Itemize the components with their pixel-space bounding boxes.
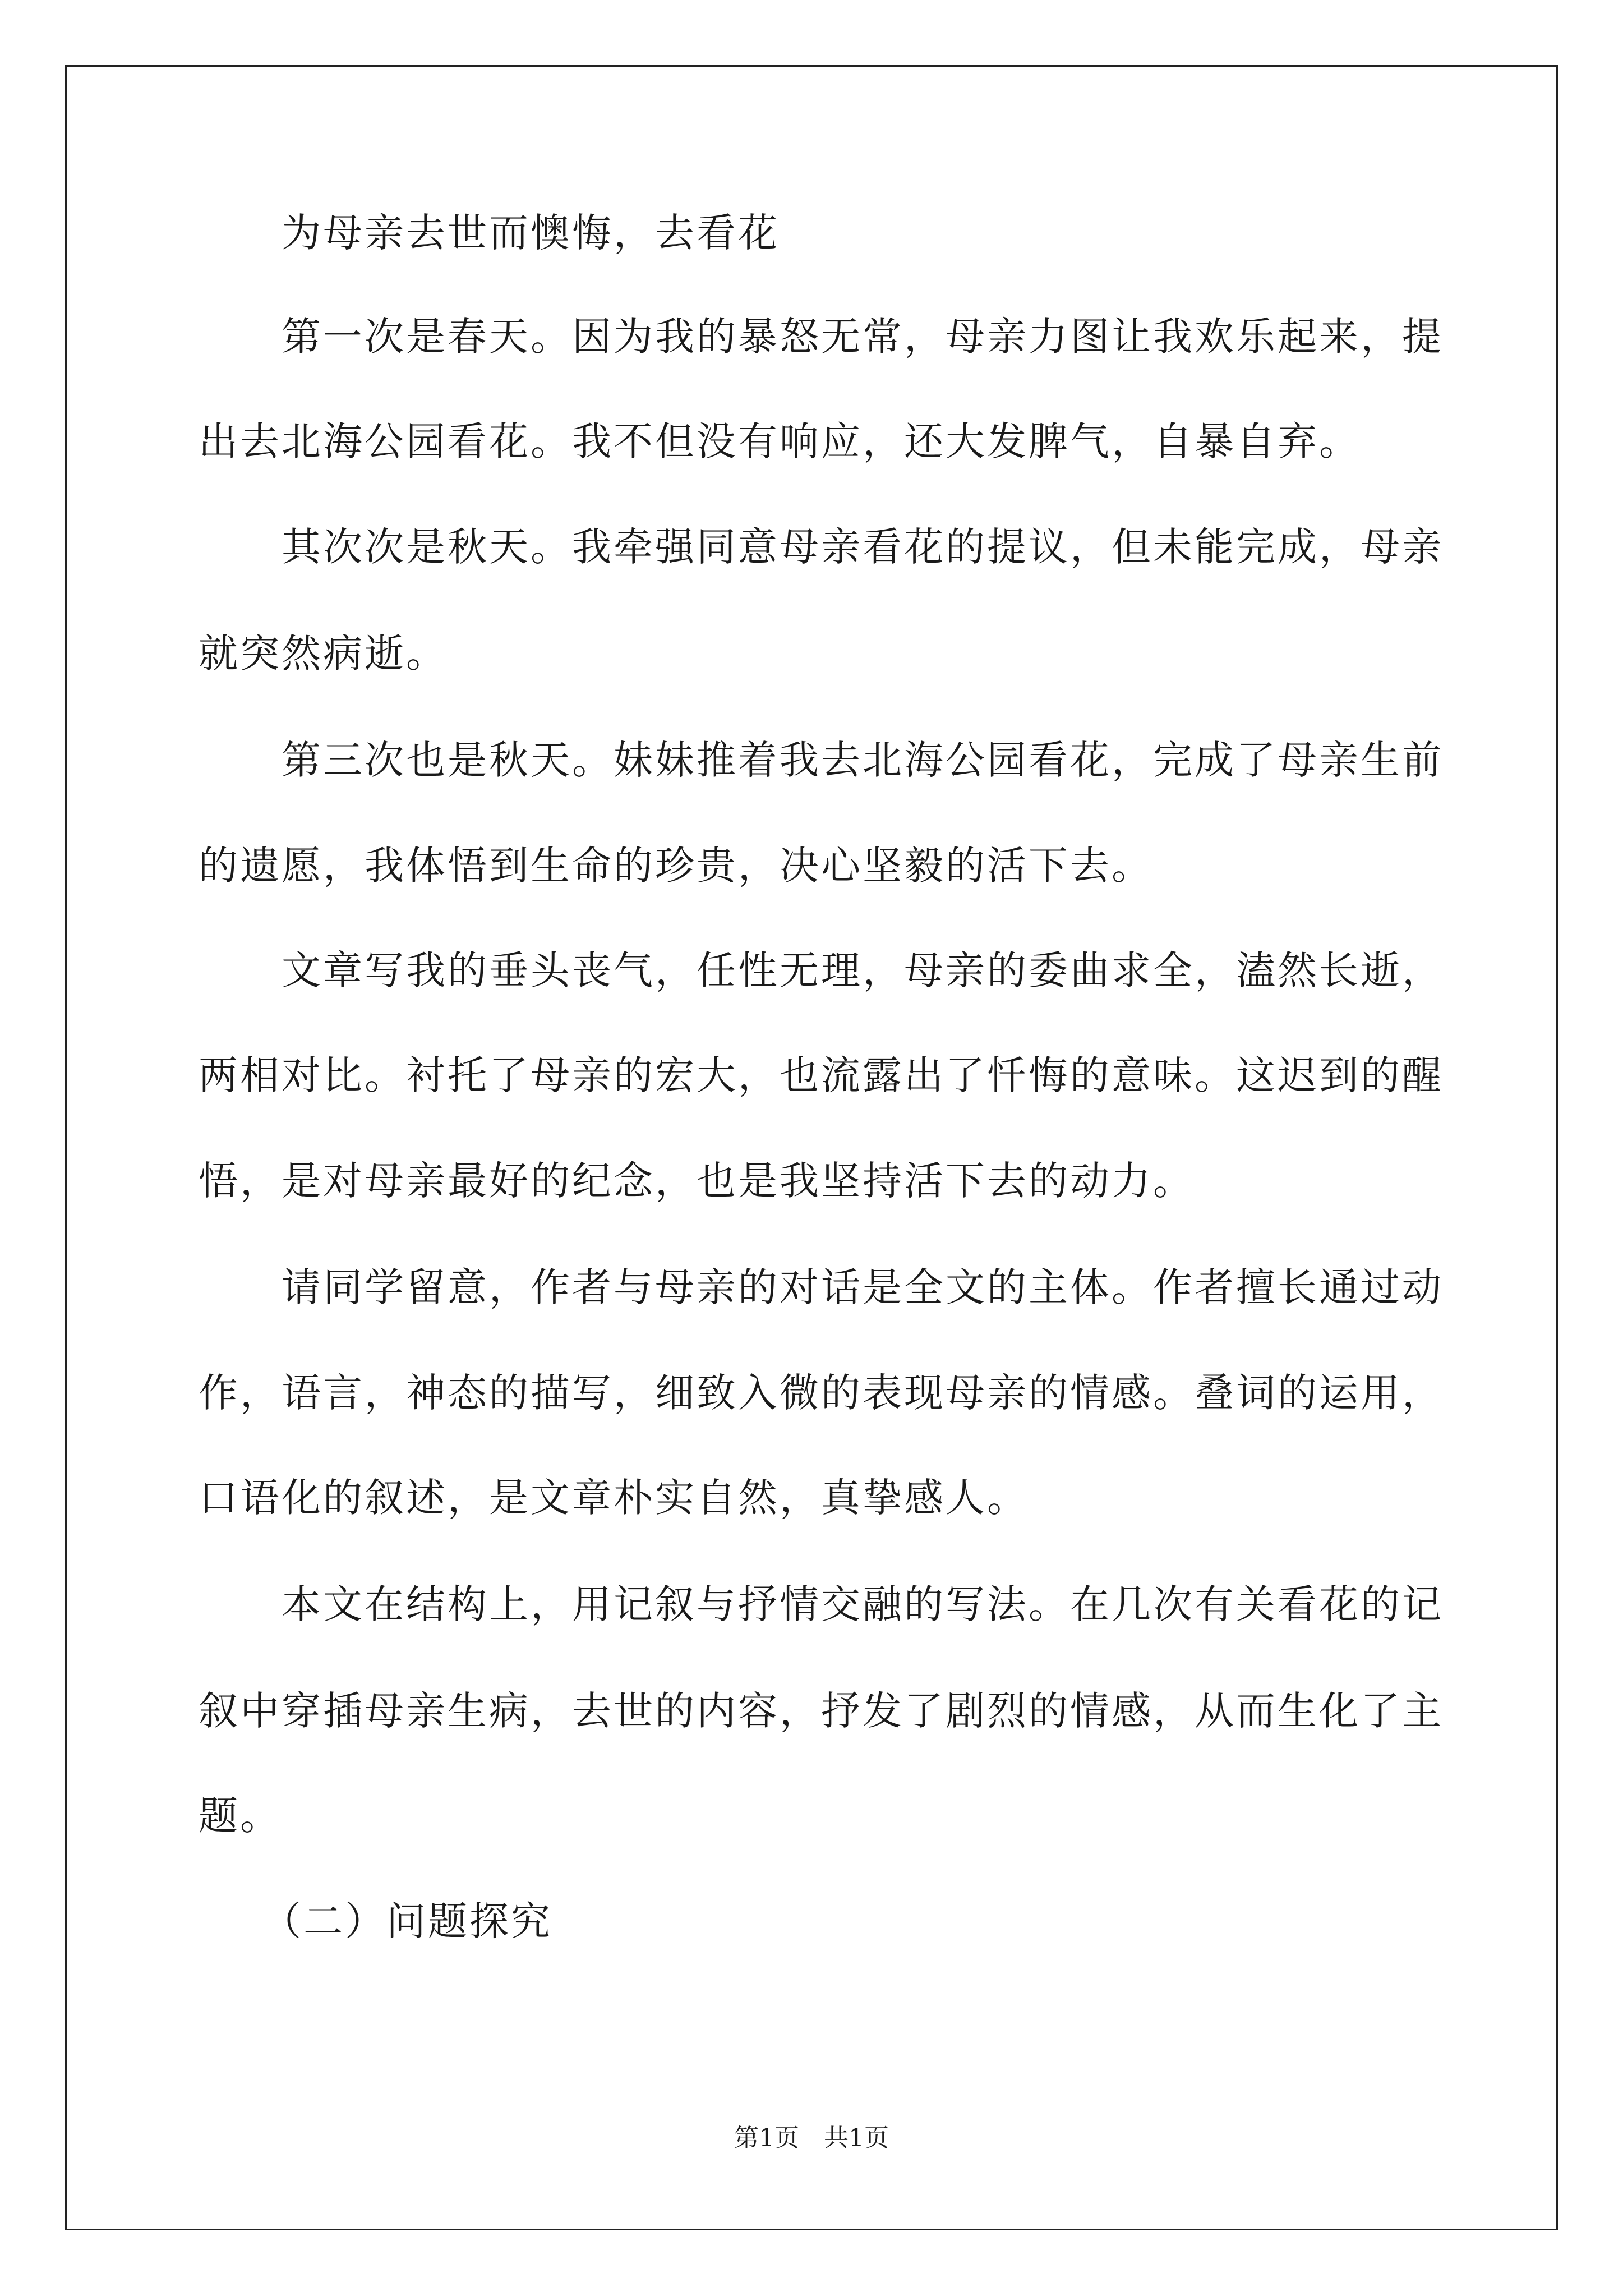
text-line: 请同学留意，作者与母亲的对话是全文的主体。作者擅长通过动 [199,1264,1444,1310]
text-line: 作，语言，神态的描写，细致入微的表现母亲的情感。叠词的运用， [199,1370,1444,1416]
text-line: 题。 [199,1793,282,1839]
text-line: 叙中穿插母亲生病，去世的内容，抒发了剧烈的情感，从而生化了主 [199,1688,1444,1734]
text-line: 第一次是春天。因为我的暴怒无常，母亲力图让我欢乐起来，提 [199,314,1444,360]
text-line: 出去北海公园看花。我不但没有响应，还大发脾气，自暴自弃。 [199,418,1361,464]
text-line: 文章写我的垂头丧气，任性无理，母亲的委曲求全，溘然长逝， [199,947,1444,993]
text-line: 为母亲去世而懊悔，去看花 [199,210,780,256]
text-line: 就突然病逝。 [199,631,448,677]
text-line: 第三次也是秋天。妹妹推着我去北海公园看花，完成了母亲生前 [199,737,1444,783]
section-heading: （二）问题探究 [199,1898,552,1944]
text-line: 其次次是秋天。我牵强同意母亲看花的提议，但未能完成，母亲 [199,524,1444,570]
text-line: 的遗愿，我体悟到生命的珍贵，决心坚毅的活下去。 [199,843,1153,889]
text-line: 悟，是对母亲最好的纪念，也是我坚持活下去的动力。 [199,1158,1195,1204]
text-line: 两相对比。衬托了母亲的宏大，也流露出了忏悔的意味。这迟到的醒 [199,1052,1444,1098]
text-line: 本文在结构上，用记叙与抒情交融的写法。在几次有关看花的记 [199,1581,1444,1627]
page-footer: 第1页 共1页 [734,2124,889,2152]
text-line: 口语化的叙述，是文章朴实自然，真挚感人。 [199,1475,1029,1521]
